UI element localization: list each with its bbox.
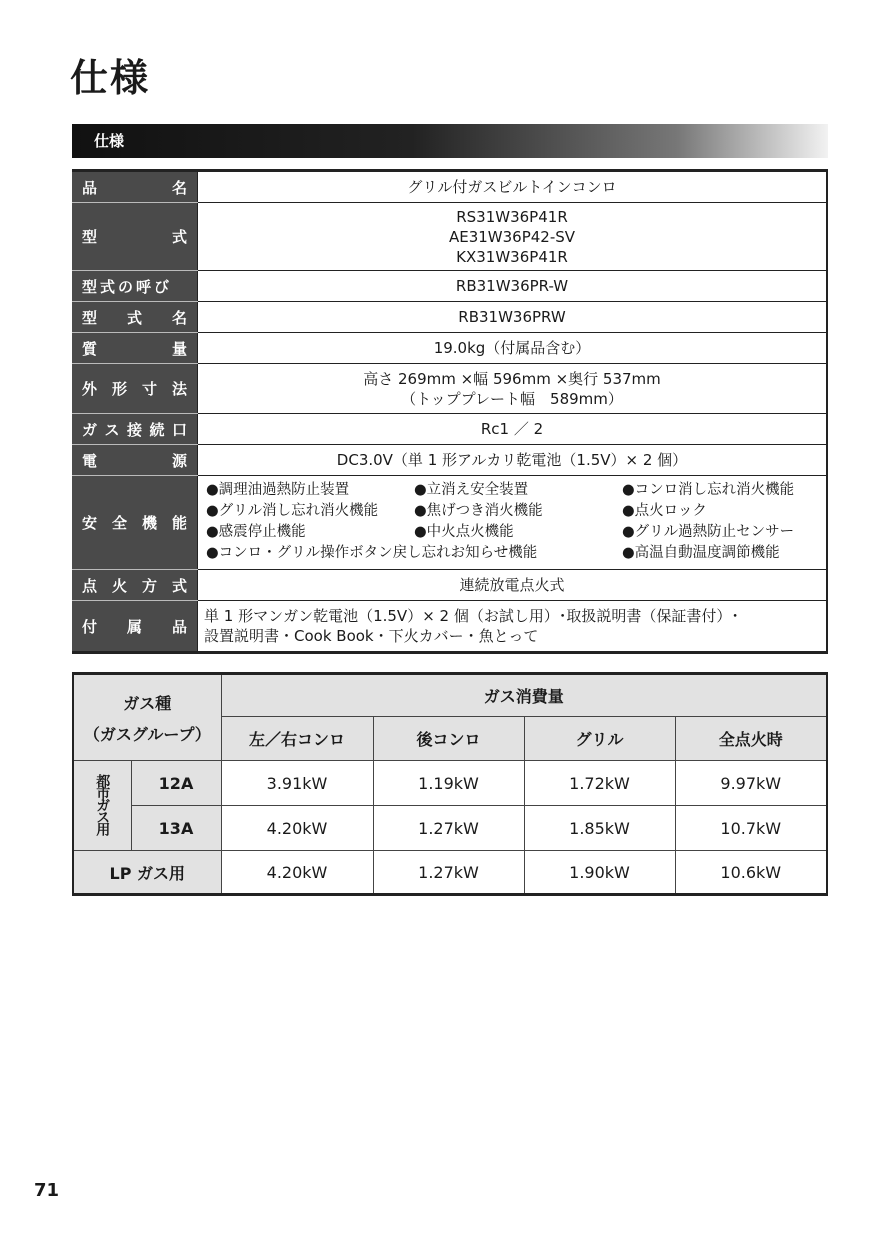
spec-label-text: 外 形 寸 法 [82, 380, 187, 398]
dimensions-line: 高さ 269mm ×幅 596mm ×奥行 537mm [363, 369, 661, 388]
spec-value: RB31W36PR-W [198, 271, 828, 302]
gas-value: 4.20kW [221, 851, 373, 895]
spec-value [198, 203, 828, 271]
spec-value: 連続放電点火式 [198, 570, 828, 601]
feature-item: ●焦げつき消火機能 [414, 503, 543, 519]
spec-row-product-name [72, 171, 827, 203]
spec-row-dimensions [72, 364, 827, 414]
gas-group: 13A [131, 806, 221, 851]
column-header: 後コンロ [373, 717, 524, 761]
gas-row-13a [73, 806, 827, 851]
spec-value: グリル付ガスビルトインコンロ [198, 171, 828, 203]
spec-label-text: 付 属 品 [82, 617, 187, 636]
spec-label [72, 271, 198, 302]
model-line: KX31W36P41R [456, 247, 568, 266]
gas-value: 1.90kW [524, 851, 675, 895]
spec-label [72, 364, 198, 414]
gas-value: 10.7kW [675, 806, 827, 851]
gas-value: 1.19kW [373, 761, 524, 806]
spec-value: Rc1 ／ 2 [198, 414, 828, 445]
column-header: 左／右コンロ [221, 717, 373, 761]
gas-value: 1.85kW [524, 806, 675, 851]
dimensions-line: （トッププレート幅 589mm） [401, 389, 623, 408]
accessories-line: 設置説明書・Cook Book・下火カバー・魚とって [204, 627, 539, 645]
feature-item: ●グリル過熱防止センサー [622, 524, 795, 540]
section-header-bar [72, 124, 828, 158]
spec-row-model-name [72, 302, 827, 333]
spec-value: RB31W36PRW [198, 302, 828, 333]
gas-value: 9.97kW [675, 761, 827, 806]
city-gas-label: 都市ガス用 [94, 773, 111, 834]
spec-label-text: 安 全 機 能 [82, 514, 187, 532]
spec-label-text: 電 源 [82, 451, 187, 470]
spec-label [72, 171, 198, 203]
consumption-header: ガス消費量 [221, 674, 827, 717]
spec-label [72, 333, 198, 364]
spec-label-text: ガ ス 接 続 口 [82, 420, 187, 439]
section-title: 仕様 [94, 132, 125, 150]
spec-label [72, 302, 198, 333]
model-line: RS31W36P41R [456, 207, 568, 226]
spec-row-ignition [72, 570, 827, 601]
safety-features [198, 476, 828, 570]
gas-value: 4.20kW [221, 806, 373, 851]
gas-header-row [73, 674, 827, 717]
spec-label [72, 476, 198, 570]
spec-row-gas-connection [72, 414, 827, 445]
feature-item: ●高温自動温度調節機能 [622, 545, 780, 561]
spec-row-safety [72, 476, 827, 570]
spec-label-text: 型式の呼び [82, 277, 173, 296]
spec-label-text: 品 名 [82, 178, 187, 197]
spec-label [72, 203, 198, 271]
spec-label [72, 414, 198, 445]
gas-value: 1.27kW [373, 851, 524, 895]
spec-label-text: 型 式 名 [82, 308, 187, 327]
spec-label [72, 601, 198, 653]
gas-type-header [73, 674, 221, 761]
feature-item: ●コンロ・グリル操作ボタン戻し忘れお知らせ機能 [206, 545, 538, 561]
spec-row-model [72, 203, 827, 271]
gas-value: 1.27kW [373, 806, 524, 851]
spec-label-text: 点 火 方 式 [82, 576, 187, 595]
spec-row-accessories [72, 601, 827, 653]
gas-row-12a [73, 761, 827, 806]
feature-item: ●コンロ消し忘れ消火機能 [622, 482, 795, 498]
spec-label [72, 570, 198, 601]
gas-type-label: ガス種 [123, 693, 172, 713]
feature-item: ●中火点火機能 [414, 524, 514, 540]
spec-row-power [72, 445, 827, 476]
spec-value [198, 601, 828, 653]
column-header: グリル [524, 717, 675, 761]
gas-value: 1.72kW [524, 761, 675, 806]
page-title: 仕様 [70, 56, 151, 100]
spec-row-weight [72, 333, 827, 364]
gas-row-lp [73, 851, 827, 895]
gas-value: 3.91kW [221, 761, 373, 806]
spec-row-model-designation [72, 271, 827, 302]
feature-item: ●調理油過熱防止装置 [206, 482, 350, 498]
gas-value: 10.6kW [675, 851, 827, 895]
spec-table [72, 169, 828, 654]
page-number: 71 [34, 1180, 60, 1201]
gas-group: LP ガス用 [73, 851, 221, 895]
feature-item: ●グリル消し忘れ消火機能 [206, 503, 379, 519]
feature-item: ●立消え安全装置 [414, 482, 529, 498]
spec-value [198, 364, 828, 414]
spec-label-text: 質 量 [82, 339, 187, 358]
spec-value: DC3.0V（単 1 形アルカリ乾電池（1.5V）× 2 個） [198, 445, 828, 476]
features-grid [206, 480, 820, 564]
feature-item: ●感震停止機能 [206, 524, 306, 540]
feature-item: ●点火ロック [622, 503, 707, 519]
gas-consumption-table [72, 672, 828, 896]
gas-group: 12A [131, 761, 221, 806]
column-header: 全点火時 [675, 717, 827, 761]
spec-label-text: 型 式 [82, 228, 187, 246]
spec-label [72, 445, 198, 476]
city-gas-header [73, 761, 131, 851]
gas-group-label: （ガスグループ） [83, 724, 211, 744]
model-line: AE31W36P42-SV [448, 227, 576, 246]
accessories-line: 単 1 形マンガン乾電池（1.5V）× 2 個（お試し用）･取扱説明書（保証書付）･ [204, 607, 739, 625]
spec-value: 19.0kg（付属品含む） [198, 333, 828, 364]
